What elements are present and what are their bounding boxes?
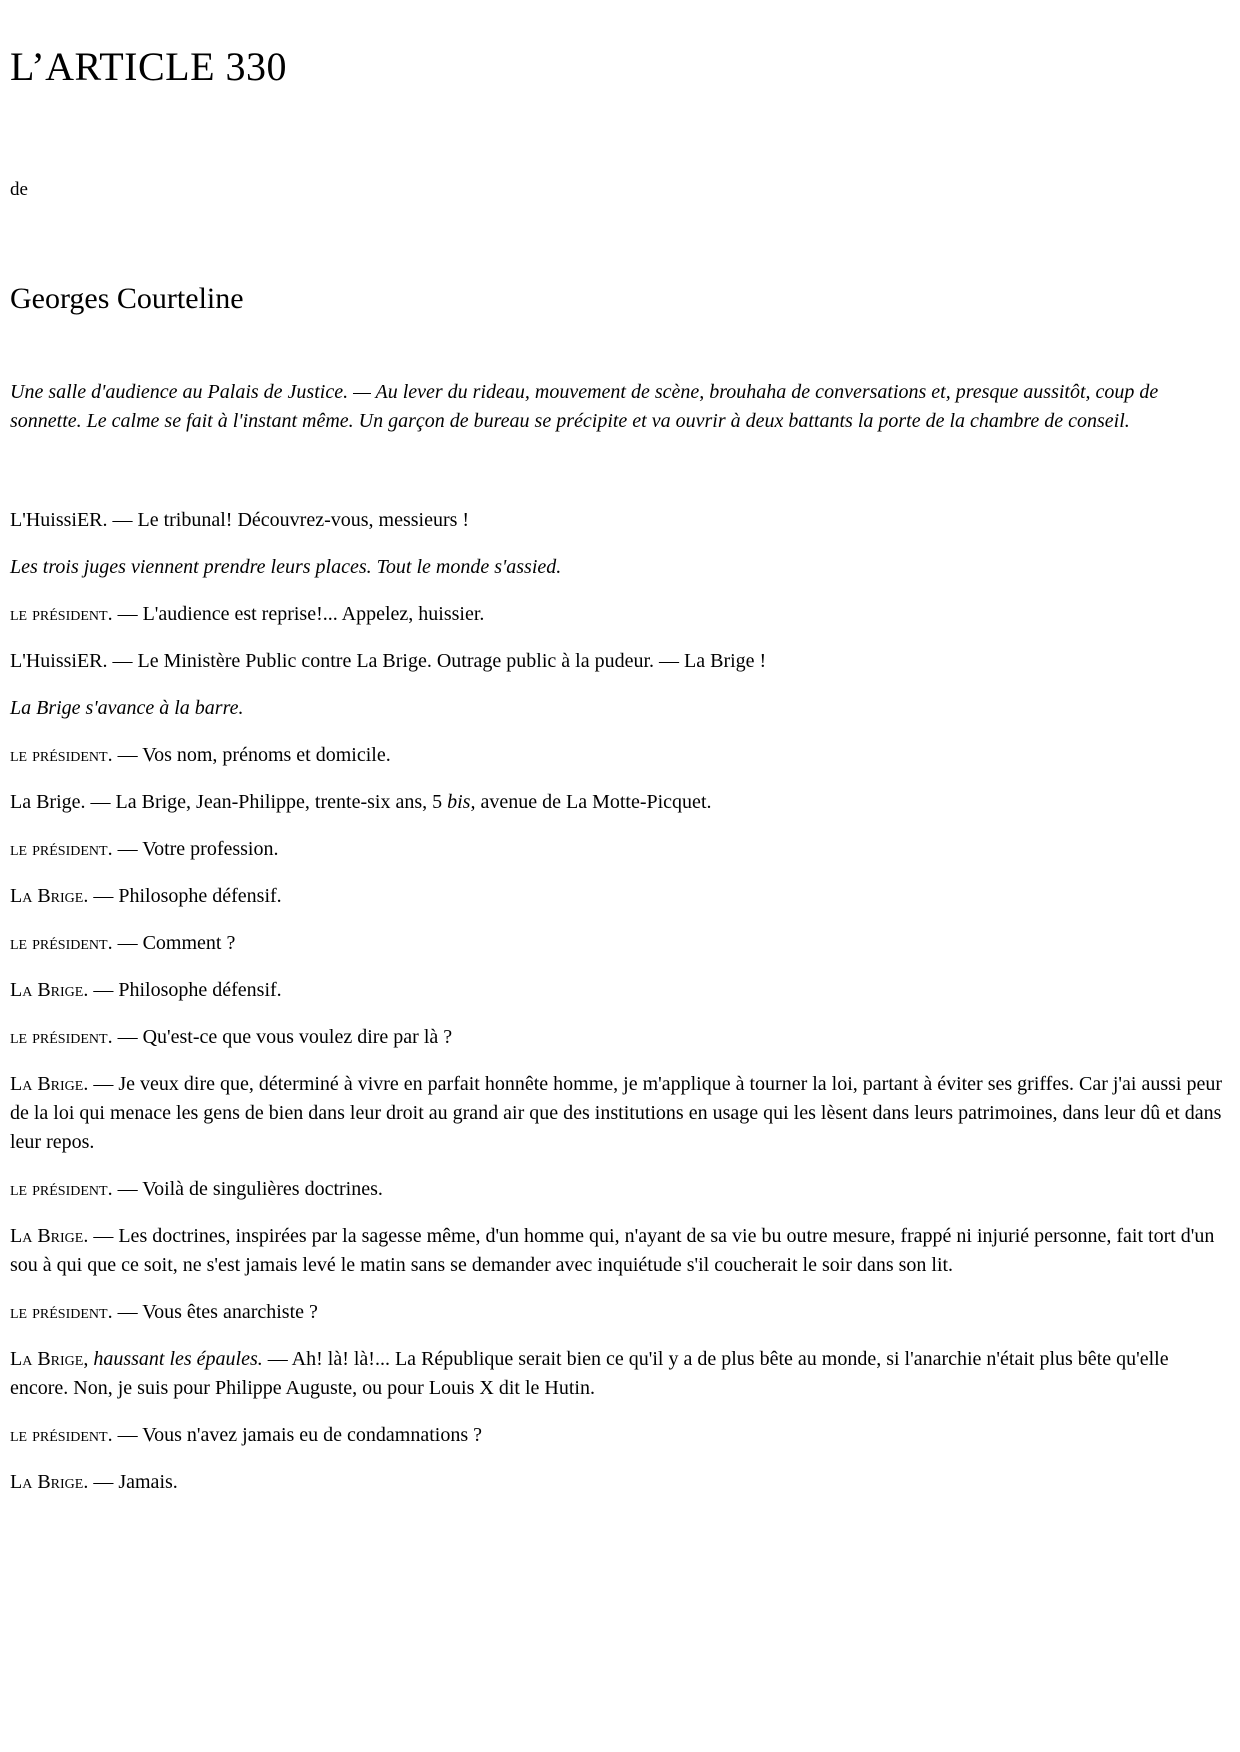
dialogue-text: . — Je veux dire que, déterminé à vivre en parfait honnête homme, je m'applique à tourner la loi, partant à éviter ses griffes. Car j'ai aussi peur de la loi qui menace les gens de bien dans leur droit au grand air que des institutions en usage qui les lèsent dans leurs patrimoines, dans leur dû et dans leur repos. — [10, 1073, 1223, 1154]
dialogue-text: . — Philosophe défensif. — [83, 979, 282, 1002]
speaker-name: le président — [10, 1301, 108, 1324]
stage-text: Les trois juges viennent prendre leurs places. Tout le monde s'assied. — [10, 556, 562, 579]
dialogue-line — [10, 929, 1230, 958]
dialogue-text: . — Votre profession. — [107, 838, 279, 861]
dialogue-line — [10, 788, 1230, 817]
speaker-name: le président — [10, 744, 108, 767]
speaker-name: La Brige — [10, 885, 84, 908]
speaker-name: le président — [10, 1424, 108, 1447]
inline-stage-note: bis, — [447, 791, 476, 814]
dialogue-line — [10, 1298, 1230, 1327]
inline-stage-note: haussant les épaules. — [93, 1348, 263, 1371]
stage-text: Une salle d'audience au Palais de Justice. — Au lever du rideau, mouvement de scène, brouhaha de conversations et, presque aussitôt, coup de sonnette. Le calme se fait à l'instant même. Un garçon de bureau se précipite et va ouvrir à deux battants la porte de la chambre de conseil. — [10, 381, 1159, 433]
dialogue-text: , — [83, 1348, 94, 1371]
dialogue-line — [10, 1421, 1230, 1450]
speaker-name: La Brige — [10, 791, 81, 814]
speaker-name: La Brige — [10, 979, 84, 1002]
dialogue-line — [10, 1175, 1230, 1204]
dialogue-line — [10, 506, 1230, 535]
dialogue-text: . — Le Ministère Public contre La Brige. Outrage public à la pudeur. — La Brige ! — [102, 650, 767, 673]
page-title: L’ARTICLE 330 — [10, 44, 288, 89]
dialogue-line — [10, 741, 1230, 770]
dialogue-line — [10, 1345, 1230, 1403]
speaker-name: le président — [10, 838, 108, 861]
dialogue-line — [10, 1023, 1230, 1052]
speaker-name: le président — [10, 1178, 108, 1201]
document-body — [10, 378, 1230, 1497]
dialogue-line — [10, 647, 1230, 676]
speaker-name: L'HuissiER — [10, 650, 103, 673]
stage-direction — [10, 378, 1230, 436]
dialogue-text: . — Vous n'avez jamais eu de condamnations ? — [107, 1424, 483, 1447]
dialogue-text: . — Vous êtes anarchiste ? — [107, 1301, 318, 1324]
dialogue-line — [10, 1468, 1230, 1497]
dialogue-line — [10, 1222, 1230, 1280]
speaker-name: le président — [10, 1026, 108, 1049]
dialogue-text: . — Les doctrines, inspirées par la sagesse même, d'un homme qui, n'ayant de sa vie bu outre mesure, frappé ni injurié personne, fait tort d'un sou à qui que ce soit, ne s'est jamais levé le matin sans se demander avec inquiétude s'il coucherait le soir dans son lit. — [10, 1225, 1215, 1277]
speaker-name: La Brige — [10, 1348, 84, 1371]
stage-direction — [10, 553, 1230, 582]
speaker-name: L'HuissiER — [10, 509, 103, 532]
speaker-name: le président — [10, 603, 108, 626]
speaker-name: le président — [10, 932, 108, 955]
dialogue-text: . — L'audience est reprise!... Appelez, huissier. — [107, 603, 485, 626]
dialogue-line — [10, 882, 1230, 911]
dialogue-text: avenue de La Motte-Picquet. — [475, 791, 712, 814]
dialogue-text: . — Voilà de singulières doctrines. — [107, 1178, 383, 1201]
dialogue-text: . — Le tribunal! Découvrez-vous, messieurs ! — [102, 509, 470, 532]
dialogue-text: . — Vos nom, prénoms et domicile. — [107, 744, 391, 767]
speaker-name: La Brige — [10, 1225, 84, 1248]
dialogue-text: . — Philosophe défensif. — [83, 885, 282, 908]
speaker-name: La Brige — [10, 1073, 84, 1096]
stage-text: La Brige s'avance à la barre. — [10, 697, 244, 720]
dialogue-line — [10, 1070, 1230, 1157]
dialogue-line — [10, 600, 1230, 629]
dialogue-text: . — Jamais. — [83, 1471, 178, 1494]
speaker-name: La Brige — [10, 1471, 84, 1494]
byline: de — [10, 179, 28, 200]
dialogue-text: . — Qu'est-ce que vous voulez dire par là ? — [107, 1026, 453, 1049]
dialogue-text: — Ah! là! là!... La République serait bien ce qu'il y a de plus bête au monde, si l'anarchie n'était plus bête qu'elle encore. Non, je suis pour Philippe Auguste, ou pour Louis X dit le Hutin. — [10, 1348, 1169, 1400]
dialogue-line — [10, 976, 1230, 1005]
author-name: Georges Courteline — [10, 281, 244, 315]
dialogue-text: . — La Brige, Jean-Philippe, trente-six ans, 5 — [80, 791, 448, 814]
dialogue-text: . — Comment ? — [107, 932, 236, 955]
dialogue-line — [10, 835, 1230, 864]
stage-direction — [10, 694, 1230, 723]
